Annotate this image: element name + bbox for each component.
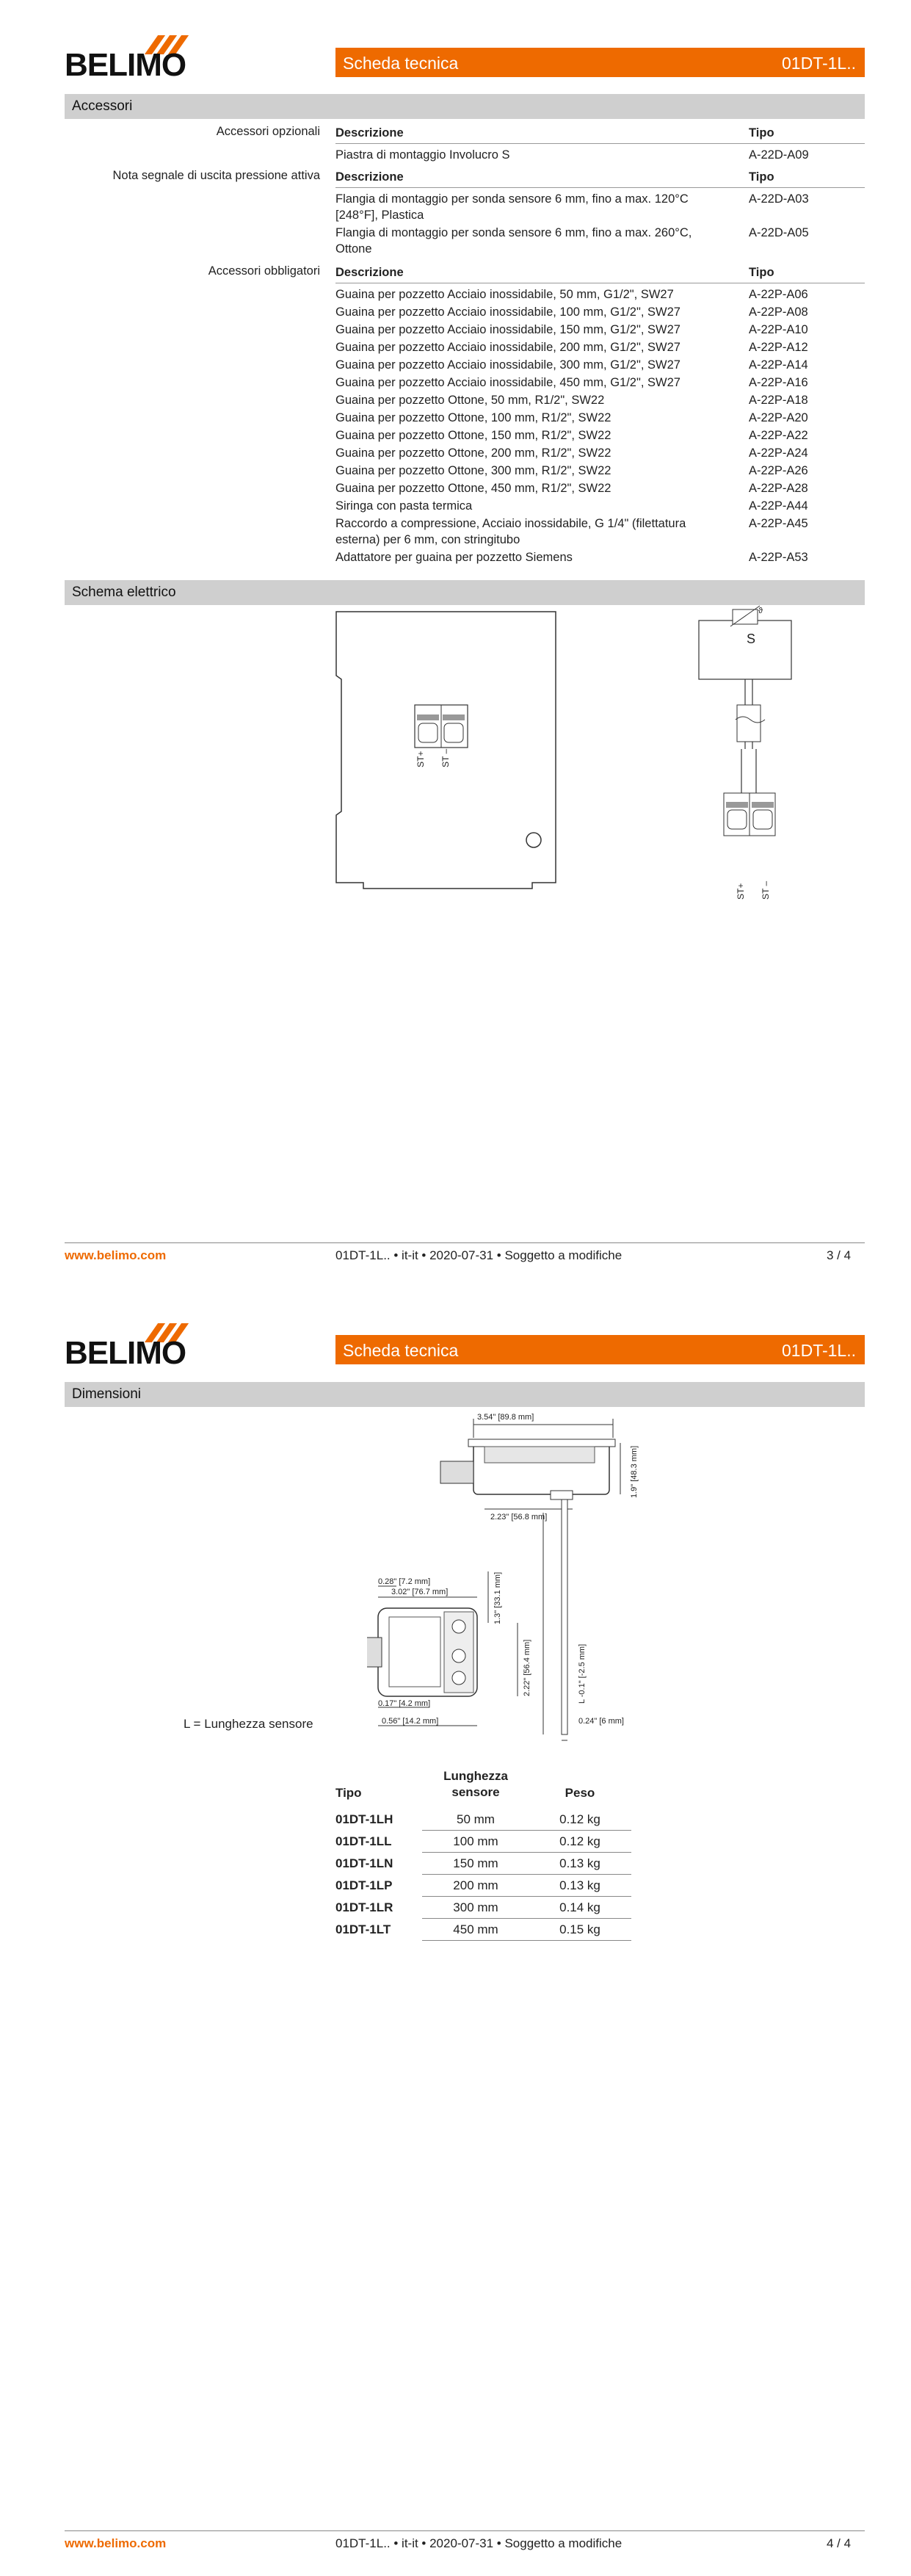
list-item-type: A-22P-A10: [749, 323, 808, 336]
table-cell-type: 01DT-1LH: [335, 1812, 393, 1826]
list-item: Guaina per pozzetto Acciaio inossidabile, 50 mm, G1/2", SW27: [335, 288, 674, 301]
footer-website-link[interactable]: www.belimo.com: [65, 2536, 167, 2550]
list-item-type: A-22P-A14: [749, 358, 808, 372]
theta-symbol: ϑ: [758, 607, 763, 615]
footer-text: 01DT-1L.. • it-it • 2020-07-31 • Soggetto a modifiche: [335, 2536, 623, 2550]
table-row-divider: [422, 1874, 631, 1875]
table-header-length: Lunghezza sensore: [443, 1769, 508, 1799]
footer-page-number: 3 / 4: [827, 1248, 852, 1262]
table-cell-type: 01DT-1LT: [335, 1922, 391, 1936]
list-item-type: A-22P-A22: [749, 429, 808, 442]
table-cell-length: 300 mm: [453, 1900, 498, 1914]
list-item: Guaina per pozzetto Ottone, 300 mm, R1/2", SW22: [335, 464, 611, 477]
table-cell-weight: 0.12 kg: [559, 1812, 600, 1826]
group-label-mandatory: Accessori obbligatori: [208, 264, 320, 278]
dim-front-h1: 1.3" [33.1 mm]: [493, 1571, 502, 1624]
table-row-divider: [422, 1940, 631, 1941]
logo-text: BELIMO: [65, 47, 186, 83]
list-item-type: A-22P-A24: [749, 446, 808, 460]
table-cell-type: 01DT-1LP: [335, 1878, 393, 1892]
group-label-optional: Accessori opzionali: [216, 125, 320, 138]
table-cell-length: 100 mm: [453, 1834, 498, 1848]
logo-text: BELIMO: [65, 1335, 186, 1371]
header-bar: [335, 48, 865, 77]
list-item-cont: Ottone: [335, 242, 372, 256]
list-item-cont: [248°F], Plastica: [335, 209, 424, 222]
header-title: Scheda tecnica: [343, 54, 459, 73]
dim-bottom1: 0.17" [4.2 mm]: [378, 1699, 431, 1708]
dim-probe-diameter: 0.24" [6 mm]: [578, 1717, 624, 1726]
table-cell-weight: 0.12 kg: [559, 1834, 600, 1848]
list-item: Flangia di montaggio per sonda sensore 6 mm, fino a max. 260°C,: [335, 226, 692, 239]
divider: [335, 143, 865, 144]
list-item: Guaina per pozzetto Ottone, 150 mm, R1/2", SW22: [335, 429, 611, 442]
list-item: Adattatore per guaina per pozzetto Siemens: [335, 551, 573, 564]
list-item: Flangia di montaggio per sonda sensore 6 mm, fino a max. 120°C: [335, 192, 689, 206]
table-cell-weight: 0.15 kg: [559, 1922, 600, 1936]
list-item: Siringa con pasta termica: [335, 499, 473, 513]
list-item: Guaina per pozzetto Acciaio inossidabile, 100 mm, G1/2", SW27: [335, 305, 680, 319]
sensor-st-minus-label: ST –: [761, 880, 771, 900]
list-item: Guaina per pozzetto Ottone, 450 mm, R1/2", SW22: [335, 482, 611, 495]
footer-page-number: 4 / 4: [827, 2536, 852, 2550]
section-title: Accessori: [72, 98, 133, 114]
list-item: Guaina per pozzetto Ottone, 100 mm, R1/2", SW22: [335, 411, 611, 424]
dim-top-width: 3.54" [89.8 mm]: [477, 1413, 534, 1422]
terminal-st-plus-label: ST+: [415, 750, 426, 767]
table-row-divider: [422, 1896, 631, 1897]
table-cell-weight: 0.13 kg: [559, 1856, 600, 1870]
col-type-header: Tipo: [749, 266, 774, 279]
header-title: Scheda tecnica: [343, 1341, 459, 1360]
list-item: Raccordo a compressione, Acciaio inossidabile, G 1/4" (filettatura: [335, 517, 686, 530]
dimension-drawing: [367, 1403, 646, 1748]
table-cell-length: 450 mm: [453, 1922, 498, 1936]
list-item-type: A-22P-A53: [749, 551, 808, 564]
list-item-type: A-22D-A03: [749, 192, 809, 206]
section-accessori: [65, 94, 865, 119]
col-type-header: Tipo: [749, 126, 774, 140]
list-item-cont: esterna) per 6 mm, con stringitubo: [335, 533, 520, 546]
table-cell-weight: 0.13 kg: [559, 1878, 600, 1892]
footer-website-link[interactable]: www.belimo.com: [65, 1248, 167, 1262]
list-item-type: A-22P-A08: [749, 305, 808, 319]
dim-front-h2: 2.22" [56.4 mm]: [523, 1639, 531, 1696]
list-item-type: A-22P-A45: [749, 517, 808, 530]
table-cell-type: 01DT-1LN: [335, 1856, 393, 1870]
list-item-type: A-22P-A44: [749, 499, 808, 513]
list-item-type: A-22P-A12: [749, 341, 808, 354]
list-item: Guaina per pozzetto Acciaio inossidabile, 150 mm, G1/2", SW27: [335, 323, 680, 336]
table-cell-type: 01DT-1LR: [335, 1900, 393, 1914]
list-item: Guaina per pozzetto Acciaio inossidabile, 300 mm, G1/2", SW27: [335, 358, 680, 372]
table-cell-type: 01DT-1LL: [335, 1834, 392, 1848]
list-item-type: A-22P-A26: [749, 464, 808, 477]
list-item: Guaina per pozzetto Ottone, 50 mm, R1/2", SW22: [335, 394, 605, 407]
group-label-note: Nota segnale di uscita pressione attiva: [112, 169, 320, 182]
terminal-st-minus-label: ST –: [440, 748, 451, 767]
table-row-divider: [422, 1852, 631, 1853]
table-cell-weight: 0.14 kg: [559, 1900, 600, 1914]
table-row-divider: [422, 1918, 631, 1919]
divider: [335, 187, 865, 188]
section-title: Dimensioni: [72, 1386, 141, 1402]
list-item: Guaina per pozzetto Acciaio inossidabile, 450 mm, G1/2", SW27: [335, 376, 680, 389]
footer-divider: [65, 2530, 865, 2531]
table-header-type: Tipo: [335, 1786, 362, 1800]
col-desc-header: Descrizione: [335, 170, 404, 184]
dim-probe-length: L -0.1" [-2.5 mm]: [578, 1643, 587, 1704]
list-item-type: A-22D-A09: [749, 148, 809, 162]
table-cell-length: 200 mm: [453, 1878, 498, 1892]
col-type-header: Tipo: [749, 170, 774, 184]
list-item: Guaina per pozzetto Acciaio inossidabile, 200 mm, G1/2", SW27: [335, 341, 680, 354]
table-cell-length: 50 mm: [457, 1812, 495, 1826]
sensor-st-plus-label: ST+: [736, 883, 746, 900]
col-desc-header: Descrizione: [335, 126, 404, 140]
wiring-sensor-diagram: [690, 602, 800, 896]
section-schema-elettrico: [65, 580, 865, 605]
list-item-type: A-22P-A16: [749, 376, 808, 389]
section-title: Schema elettrico: [72, 585, 176, 600]
col-desc-header: Descrizione: [335, 266, 404, 279]
table-cell-length: 150 mm: [453, 1856, 498, 1870]
length-note: L = Lunghezza sensore: [184, 1717, 313, 1731]
dim-height: 1.9" [48.3 mm]: [630, 1445, 639, 1498]
dim-offset: 2.23" [56.8 mm]: [490, 1513, 548, 1522]
belimo-logo: [65, 41, 189, 82]
dim-bottom2: 0.56" [14.2 mm]: [382, 1717, 439, 1726]
list-item-type: A-22P-A20: [749, 411, 808, 424]
belimo-logo: [65, 1329, 189, 1370]
header-product: 01DT-1L..: [782, 54, 856, 73]
list-item-type: A-22P-A06: [749, 288, 808, 301]
sensor-letter: S: [747, 632, 756, 646]
footer-text: 01DT-1L.. • it-it • 2020-07-31 • Soggetto a modifiche: [335, 1248, 623, 1262]
table-header-weight: Peso: [565, 1786, 595, 1800]
list-item: Guaina per pozzetto Ottone, 200 mm, R1/2", SW22: [335, 446, 611, 460]
footer-divider: [65, 1242, 865, 1243]
header-product: 01DT-1L..: [782, 1341, 856, 1360]
list-item-type: A-22D-A05: [749, 226, 809, 239]
list-item-type: A-22P-A18: [749, 394, 808, 407]
dim-front-inner: 0.28" [7.2 mm]: [378, 1577, 431, 1586]
list-item: Piastra di montaggio Involucro S: [335, 148, 510, 162]
header-bar: [335, 1335, 865, 1364]
table-row-divider: [422, 1830, 631, 1831]
list-item-type: A-22P-A28: [749, 482, 808, 495]
dim-front-width: 3.02" [76.7 mm]: [391, 1588, 449, 1596]
